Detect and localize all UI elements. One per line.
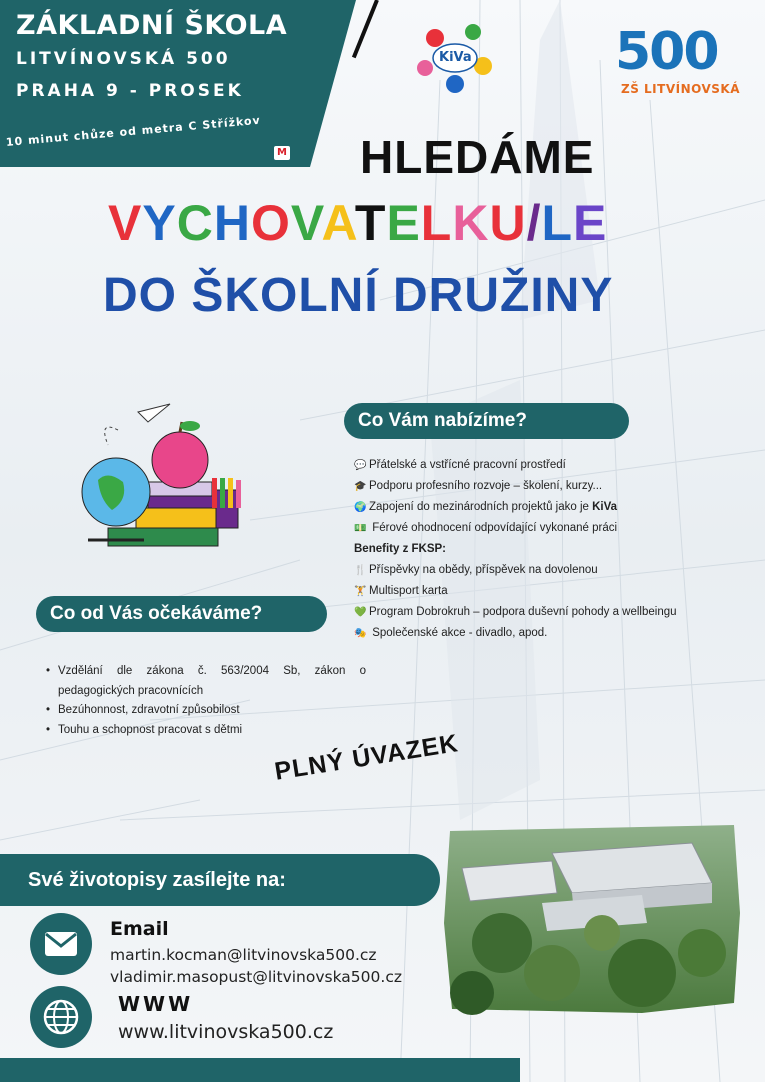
graduation-cap-icon: 🎓: [354, 481, 367, 492]
offer-item-text: Společenské akce - divadlo, apod.: [369, 627, 548, 639]
school-header: [0, 0, 356, 167]
headline-letter: O: [250, 195, 291, 251]
headline-letter: /: [526, 195, 542, 251]
contact-heading: Své životopisy zasílejte na:: [0, 854, 440, 906]
headline-letter: E: [386, 195, 421, 251]
offer-item-bold: Benefity z FKSP:: [354, 543, 447, 555]
full-time-label: PLNÝ ÚVAZEK: [272, 729, 461, 786]
email-link-2[interactable]: vladimir.masopust@litvinovska500.cz: [110, 968, 402, 986]
fork-knife-icon: 🍴: [354, 565, 367, 576]
heart-icon: 💚: [354, 607, 367, 618]
www-heading: WWW: [118, 992, 194, 1016]
offer-item-text: Podporu profesního rozvoje – školení, kurzy...: [369, 480, 603, 492]
expect-item: • Bezúhonnost, zdravotní způsobilost: [44, 701, 366, 721]
headline-letter: L: [541, 195, 574, 251]
headline-letter: Y: [142, 195, 177, 251]
email-icon: [30, 913, 92, 975]
school-logo-text: ZŠ LITVÍNOVSKÁ: [621, 82, 741, 96]
offer-heading: Co Vám nabízíme?: [344, 403, 629, 439]
person-exercise-icon: 🏋: [354, 586, 367, 597]
headline-hledame: HLEDÁME: [360, 131, 595, 183]
offer-item-text: Zapojení do mezinárodních projektů jako je: [369, 501, 593, 513]
offer-item: [354, 539, 764, 560]
offer-item: [354, 581, 764, 602]
offer-item-text: Férové ohodnocení odpovídající vykonané práci: [369, 522, 618, 534]
web-globe-icon: [30, 986, 92, 1048]
offer-item: [354, 476, 764, 497]
offer-item-text: Příspěvky na obědy, příspěvek na dovolenou: [369, 564, 598, 576]
kiva-label: KiVa: [439, 50, 472, 65]
expect-list: [44, 662, 366, 740]
school-supplies-illustration: [78, 400, 248, 560]
kiva-logo: [415, 18, 495, 96]
bottom-bar: [0, 1058, 520, 1082]
school-name: ZÁKLADNÍ ŠKOLA: [16, 10, 288, 41]
headline-vychovatelku: [108, 194, 607, 252]
offer-item-bold: KiVa: [592, 501, 618, 513]
offer-item-text: Přátelské a vstřícné pracovní prostředí: [369, 459, 566, 471]
expect-item: • Touhu a schopnost pracovat s dětmi: [44, 721, 366, 741]
headline-letter: U: [489, 195, 527, 251]
school-aerial-photo: [442, 823, 742, 1016]
globe-icon: 🌍: [354, 502, 367, 513]
website-link[interactable]: www.litvinovska500.cz: [118, 1021, 334, 1043]
email-link-1[interactable]: martin.kocman@litvinovska500.cz: [110, 946, 377, 964]
offer-list: [354, 455, 764, 644]
offer-item-text: Program Dobrokruh – podpora duševní pohody a wellbeingu: [369, 606, 677, 618]
headline-letter: V: [108, 195, 143, 251]
headline-letter: E: [573, 195, 608, 251]
speech-bubble-icon: 💬: [354, 460, 367, 471]
headline-letter: K: [452, 195, 490, 251]
metro-icon: M: [274, 146, 290, 160]
theater-icon: 🎭: [354, 628, 367, 639]
metro-note: 10 minut chůze od metra C Střížkov: [5, 113, 262, 149]
offer-item: [354, 497, 764, 518]
headline-druziny: DO ŠKOLNÍ DRUŽINY: [103, 269, 614, 322]
offer-item: [354, 455, 764, 476]
headline-letter: H: [213, 195, 251, 251]
offer-item-text: Multisport karta: [369, 585, 448, 597]
headline-letter: L: [420, 195, 453, 251]
globe-icon: [30, 986, 92, 1048]
offer-item: [354, 518, 764, 539]
expect-item: • Vzdělání dle zákona č. 563/2004 Sb, zákon o pedagogických pracovnících: [44, 662, 366, 701]
envelope-icon: [30, 913, 92, 975]
headline-letter: C: [176, 195, 214, 251]
money-icon: 💵: [354, 523, 367, 534]
school-street: LITVÍNOVSKÁ 500: [16, 49, 231, 69]
school-city: PRAHA 9 - PROSEK: [16, 81, 244, 101]
headline-letter: T: [354, 195, 387, 251]
school-logo-number: 500: [615, 22, 718, 82]
email-heading: Email: [110, 918, 169, 940]
headline-letter: A: [321, 195, 355, 251]
expect-heading: Co od Vás očekáváme?: [36, 596, 327, 632]
headline-letter: V: [290, 195, 322, 251]
offer-item: [354, 623, 764, 644]
school-logo: [615, 22, 740, 102]
offer-item: [354, 602, 764, 623]
offer-item: [354, 560, 764, 581]
